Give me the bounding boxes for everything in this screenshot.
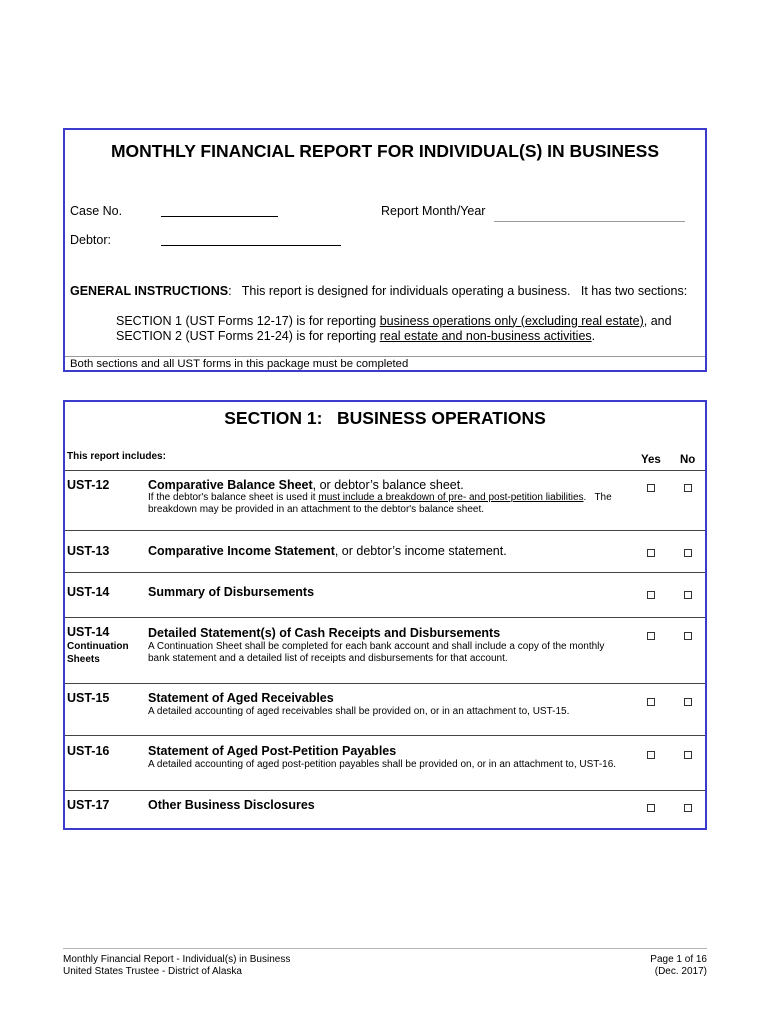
- form-row-ust-12: [63, 470, 707, 530]
- form-sub-label: Sheets: [67, 654, 100, 665]
- form-title-bold: Comparative Balance Sheet: [148, 478, 313, 492]
- footer-page-number: Page 1 of 16: [650, 954, 707, 965]
- yes-column-header: Yes: [641, 454, 661, 466]
- general-instructions-label: GENERAL INSTRUCTIONS: [70, 283, 229, 298]
- form-title: [148, 544, 507, 559]
- footer-revision-date: (Dec. 2017): [654, 966, 707, 977]
- form-id: UST-16: [67, 744, 110, 758]
- yes-checkbox[interactable]: [647, 549, 655, 557]
- section-1-box: [63, 400, 707, 830]
- no-checkbox[interactable]: [684, 751, 692, 759]
- yes-checkbox[interactable]: [647, 591, 655, 599]
- form-row-ust-15: [63, 683, 707, 735]
- section-2-description-underlined: real estate and non-business activities: [379, 328, 592, 343]
- section-1-description-end: , and: [643, 313, 672, 328]
- form-row-ust-14: [63, 572, 707, 617]
- completion-note: Both sections and all UST forms in this package must be completed: [70, 357, 409, 370]
- form-title-rest: , or debtor’s income statement.: [334, 544, 507, 558]
- no-checkbox[interactable]: [684, 591, 692, 599]
- debtor-field[interactable]: [161, 245, 341, 246]
- section-1-description-text: SECTION 1 (UST Forms 12-17) is for reporting: [116, 313, 380, 328]
- form-row-ust-16: [63, 735, 707, 790]
- section-1-description-underlined: business operations only (excluding real estate): [379, 313, 644, 328]
- form-id: UST-14: [67, 585, 110, 599]
- form-note-line: A detailed accounting of aged receivables shall be provided on, or in an attachment to, UST-15.: [148, 706, 570, 717]
- form-title-bold: Detailed Statement(s) of Cash Receipts and Disbursements: [148, 626, 501, 640]
- section-2-description-end: .: [591, 328, 596, 343]
- form-id: UST-14: [67, 625, 110, 639]
- report-title: MONTHLY FINANCIAL REPORT FOR INDIVIDUAL(S) IN BUSINESS: [110, 140, 660, 161]
- general-instructions-text: : This report is designed for individuals operating a business. It has two sections:: [228, 283, 688, 298]
- no-checkbox[interactable]: [684, 698, 692, 706]
- report-includes-label: This report includes:: [67, 451, 166, 462]
- yes-checkbox[interactable]: [647, 751, 655, 759]
- yes-checkbox[interactable]: [647, 698, 655, 706]
- form-title-bold: Other Business Disclosures: [148, 798, 315, 812]
- yes-checkbox[interactable]: [647, 484, 655, 492]
- form-title-bold: Summary of Disbursements: [148, 585, 315, 599]
- form-note-underlined: must include a breakdown of pre- and post-petition liabilities: [318, 492, 584, 503]
- debtor-label: Debtor:: [70, 232, 111, 247]
- section-1-title: SECTION 1: BUSINESS OPERATIONS: [224, 407, 546, 428]
- no-checkbox[interactable]: [684, 632, 692, 640]
- report-month-year-field[interactable]: [494, 221, 685, 222]
- form-row-ust-13: [63, 530, 707, 572]
- form-row-ust-14-continuation: [63, 617, 707, 683]
- no-checkbox[interactable]: [684, 549, 692, 557]
- form-note-line: bank statement and a detailed list of receipts and disbursements for that account.: [148, 653, 508, 664]
- footer-office: United States Trustee - District of Alaska: [63, 966, 242, 977]
- form-title-bold: Comparative Income Statement: [148, 544, 335, 558]
- no-checkbox[interactable]: [684, 484, 692, 492]
- form-title-bold: Statement of Aged Receivables: [148, 691, 334, 705]
- form-title-rest: , or debtor’s balance sheet.: [312, 478, 464, 492]
- form-id: UST-12: [67, 478, 110, 492]
- form-note-line: A Continuation Sheet shall be completed for each bank account and shall include a copy of the monthly: [148, 641, 605, 652]
- no-column-header: No: [680, 454, 696, 466]
- yes-checkbox[interactable]: [647, 804, 655, 812]
- form-title: [148, 478, 464, 493]
- form-note-text: If the debtor's balance sheet is used it: [148, 492, 319, 503]
- footer-document-title: Monthly Financial Report - Individual(s) in Business: [63, 954, 291, 965]
- section-2-description-text: SECTION 2 (UST Forms 21-24) is for reporting: [116, 328, 380, 343]
- form-id: UST-17: [67, 798, 110, 812]
- footer-divider: [63, 948, 707, 949]
- general-instructions: [70, 284, 687, 299]
- case-no-field[interactable]: [161, 216, 278, 217]
- case-no-label: Case No.: [70, 203, 123, 218]
- form-id: UST-13: [67, 544, 110, 558]
- section-1-description: [116, 314, 672, 329]
- form-row-ust-17: [63, 790, 707, 830]
- form-sub-label: Continuation: [67, 641, 129, 652]
- yes-checkbox[interactable]: [647, 632, 655, 640]
- no-checkbox[interactable]: [684, 804, 692, 812]
- form-title-bold: Statement of Aged Post-Petition Payables: [148, 744, 397, 758]
- report-header-box: [63, 128, 707, 372]
- form-note-line: breakdown may be provided in an attachment to the debtor's balance sheet.: [148, 504, 485, 515]
- section-2-description: [116, 329, 595, 344]
- form-note-end: . The: [583, 492, 612, 503]
- form-id: UST-15: [67, 691, 110, 705]
- form-note-line: [148, 492, 612, 504]
- report-month-year-label: Report Month/Year: [381, 203, 486, 218]
- form-note-line: A detailed accounting of aged post-petition payables shall be provided on, or in an attachment to, UST-16.: [148, 759, 617, 770]
